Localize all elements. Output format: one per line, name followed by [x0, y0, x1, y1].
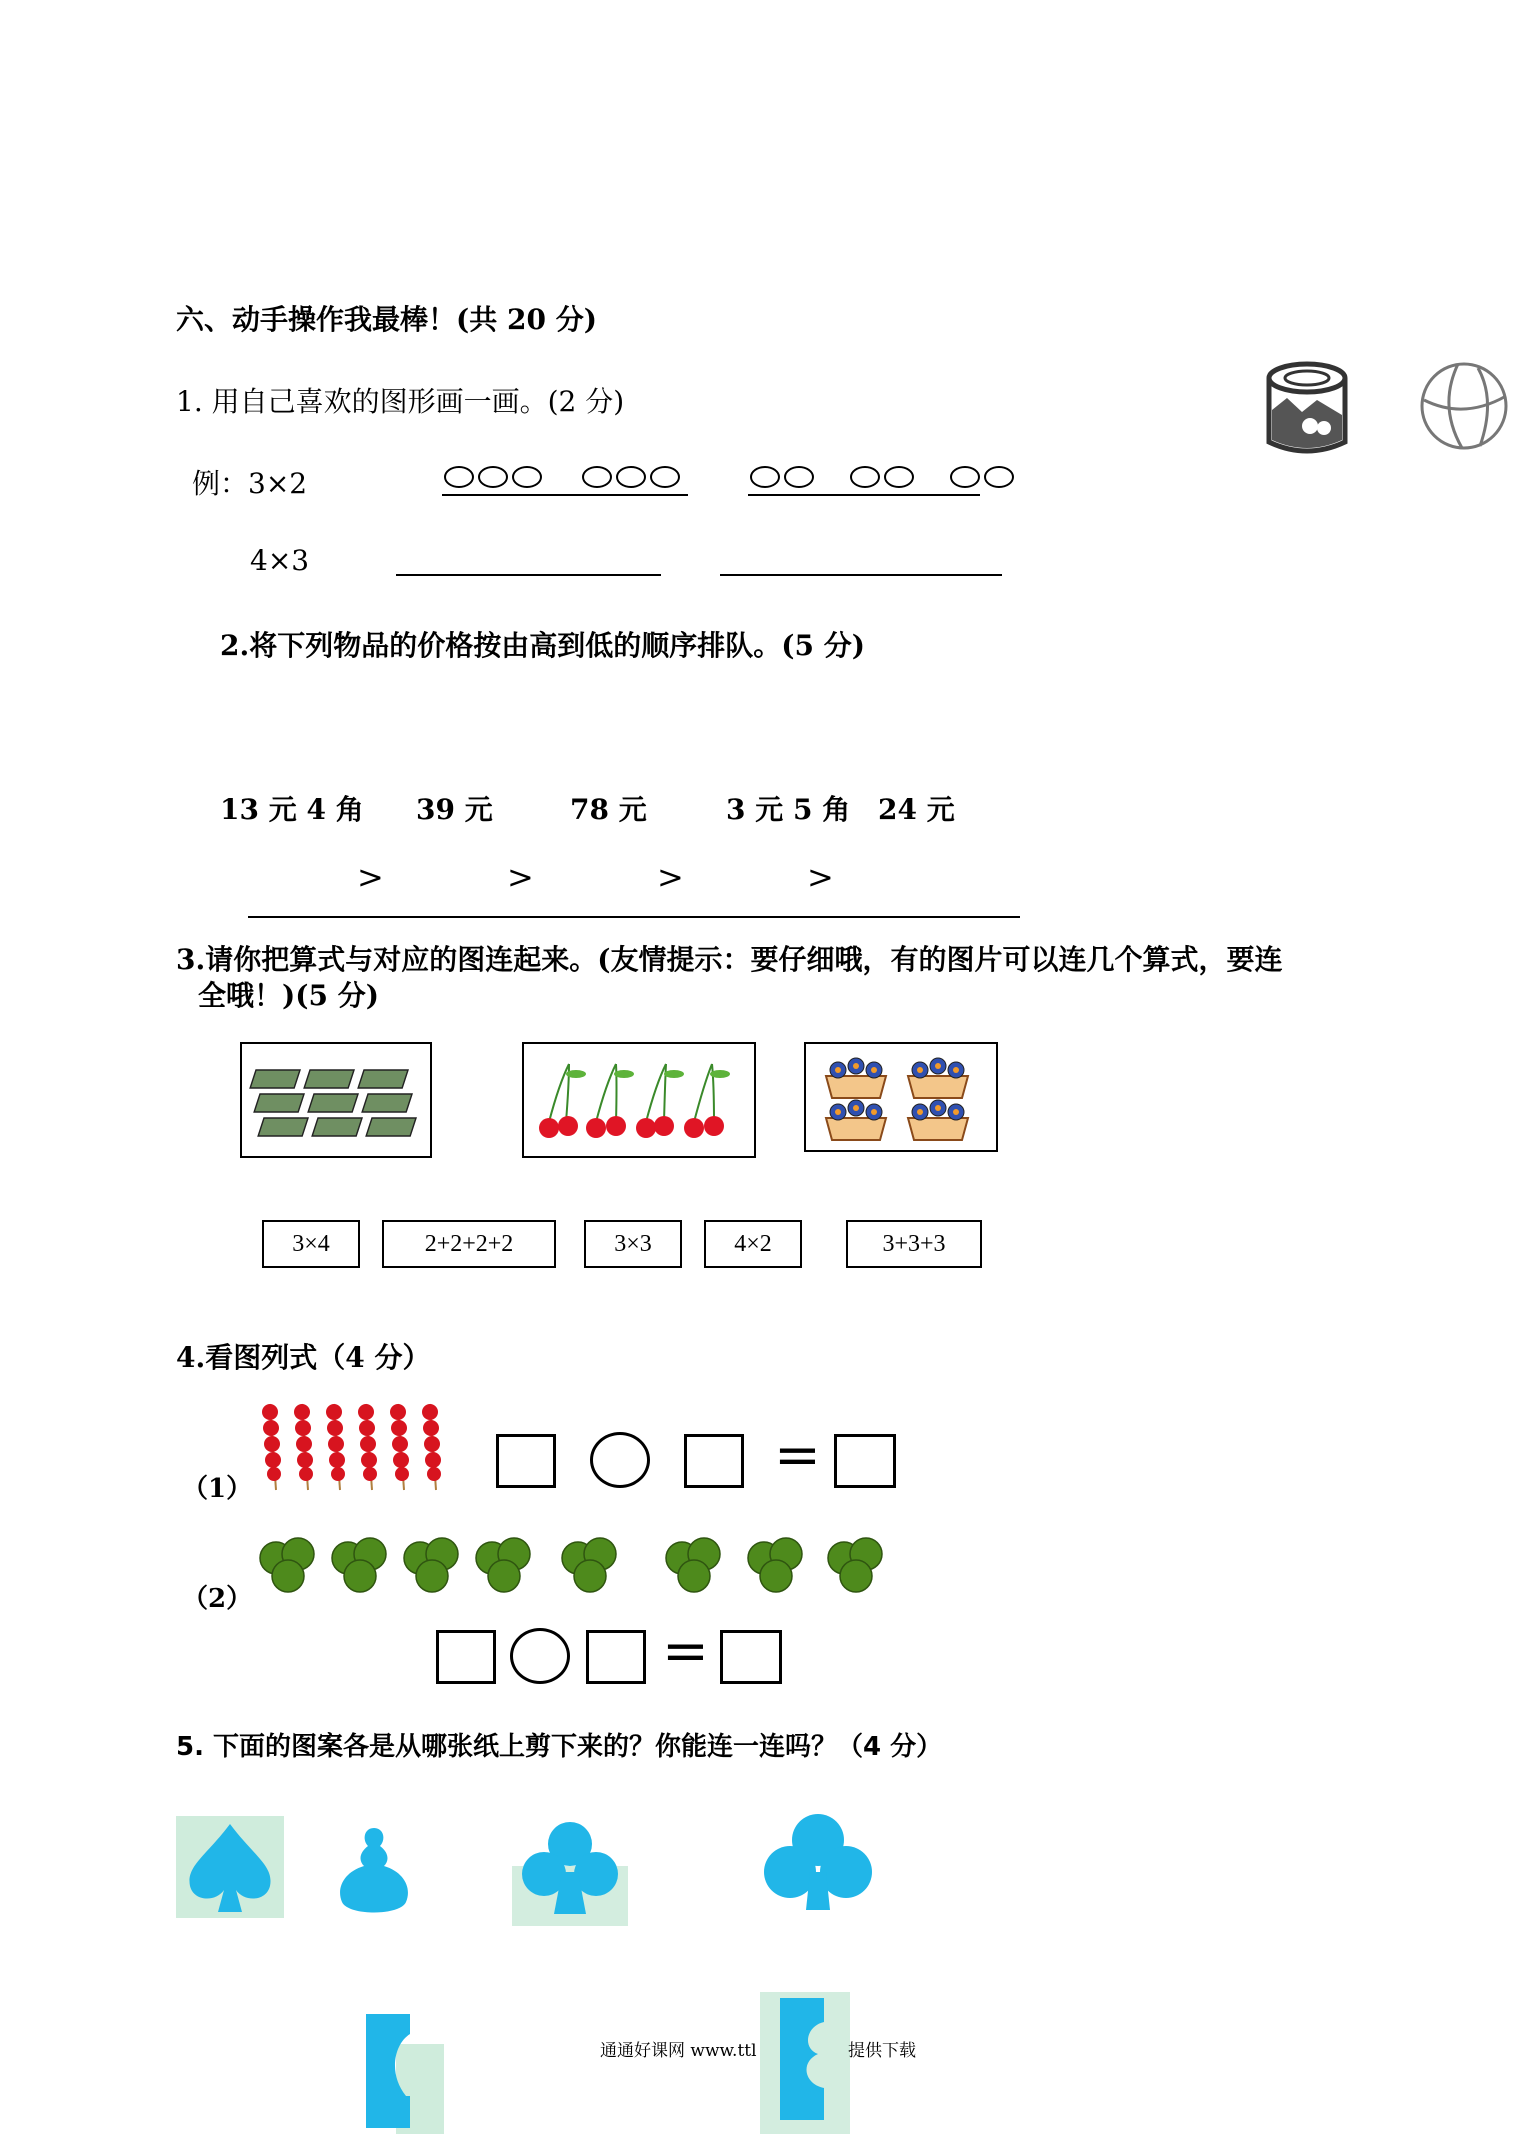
folded-paper-2[interactable] — [760, 1992, 850, 2134]
q5-title: 5. 下面的图案各是从哪张纸上剪下来的？你能连一连吗？（4 分） — [176, 1732, 943, 1762]
q1-example-label: 例：3×2 — [192, 467, 308, 500]
q2-title: 2.将下列物品的价格按由高到低的顺序排队。(5 分) — [220, 629, 865, 662]
answer-line-2[interactable] — [720, 574, 1002, 576]
expression-box-5[interactable]: 3+3+3 — [846, 1220, 982, 1268]
equals-sign-2: = — [662, 1619, 709, 1684]
q3-title-line2: 全哦！)(5 分) — [198, 979, 379, 1012]
basketball-icon — [1418, 360, 1510, 452]
clover-shape[interactable] — [760, 1812, 876, 1916]
price-2: 39 元 — [416, 793, 493, 826]
answer-box-2a[interactable] — [436, 1630, 496, 1684]
price-4: 3 元 5 角 — [726, 793, 851, 826]
folded-paper-1[interactable] — [366, 2004, 444, 2134]
picture-cherries[interactable] — [522, 1042, 756, 1158]
picture-bills[interactable] — [240, 1042, 432, 1158]
answer-box-1c[interactable] — [834, 1434, 896, 1488]
section-title: 六、动手操作我最棒！(共 20 分) — [176, 303, 597, 336]
gt-4: > — [807, 858, 834, 896]
can-icon — [1262, 360, 1352, 460]
answer-box-2b[interactable] — [586, 1630, 646, 1684]
equals-sign-1: = — [774, 1423, 821, 1488]
example-answer-b-line — [748, 494, 980, 496]
q4-title: 4.看图列式（4 分） — [176, 1341, 431, 1374]
answer-box-1b[interactable] — [684, 1434, 744, 1488]
expression-box-3[interactable]: 3×3 — [584, 1220, 682, 1268]
picture-flower-baskets[interactable] — [804, 1042, 998, 1152]
answer-box-1a[interactable] — [496, 1434, 556, 1488]
operator-circle-1[interactable] — [590, 1432, 650, 1488]
q1-second-label: 4×3 — [250, 544, 310, 577]
gt-2: > — [507, 858, 534, 896]
footer-text-1: 通通好课网 www.ttl — [600, 2041, 757, 2061]
price-1: 13 元 4 角 — [220, 793, 364, 826]
gt-1: > — [357, 858, 384, 896]
example-answer-a — [442, 466, 682, 492]
example-answer-a-line — [442, 494, 688, 496]
answer-box-2c[interactable] — [720, 1630, 782, 1684]
club-shape[interactable] — [512, 1816, 628, 1926]
candied-haws-picture — [250, 1398, 460, 1494]
apples-picture — [250, 1522, 900, 1602]
spade-shape[interactable] — [176, 1816, 284, 1918]
gourd-shape[interactable] — [334, 1826, 414, 1918]
q1-title: 1. 用自己喜欢的图形画一画。(2 分) — [176, 385, 625, 418]
footer-text-2: 提供下载 — [848, 2041, 916, 2061]
q4-label-2: （2） — [182, 1584, 253, 1614]
example-answer-b — [748, 466, 1016, 492]
answer-line-1[interactable] — [396, 574, 661, 576]
gt-3: > — [657, 858, 684, 896]
price-3: 78 元 — [570, 793, 647, 826]
operator-circle-2[interactable] — [510, 1628, 570, 1684]
expression-box-1[interactable]: 3×4 — [262, 1220, 360, 1268]
order-answer-line[interactable] — [248, 916, 1020, 918]
expression-box-4[interactable]: 4×2 — [704, 1220, 802, 1268]
price-5: 24 元 — [878, 793, 955, 826]
expression-box-2[interactable]: 2+2+2+2 — [382, 1220, 556, 1268]
q4-label-1: （1） — [182, 1474, 253, 1504]
q3-title-line1: 3.请你把算式与对应的图连起来。(友情提示：要仔细哦，有的图片可以连几个算式，要连 — [176, 943, 1283, 976]
